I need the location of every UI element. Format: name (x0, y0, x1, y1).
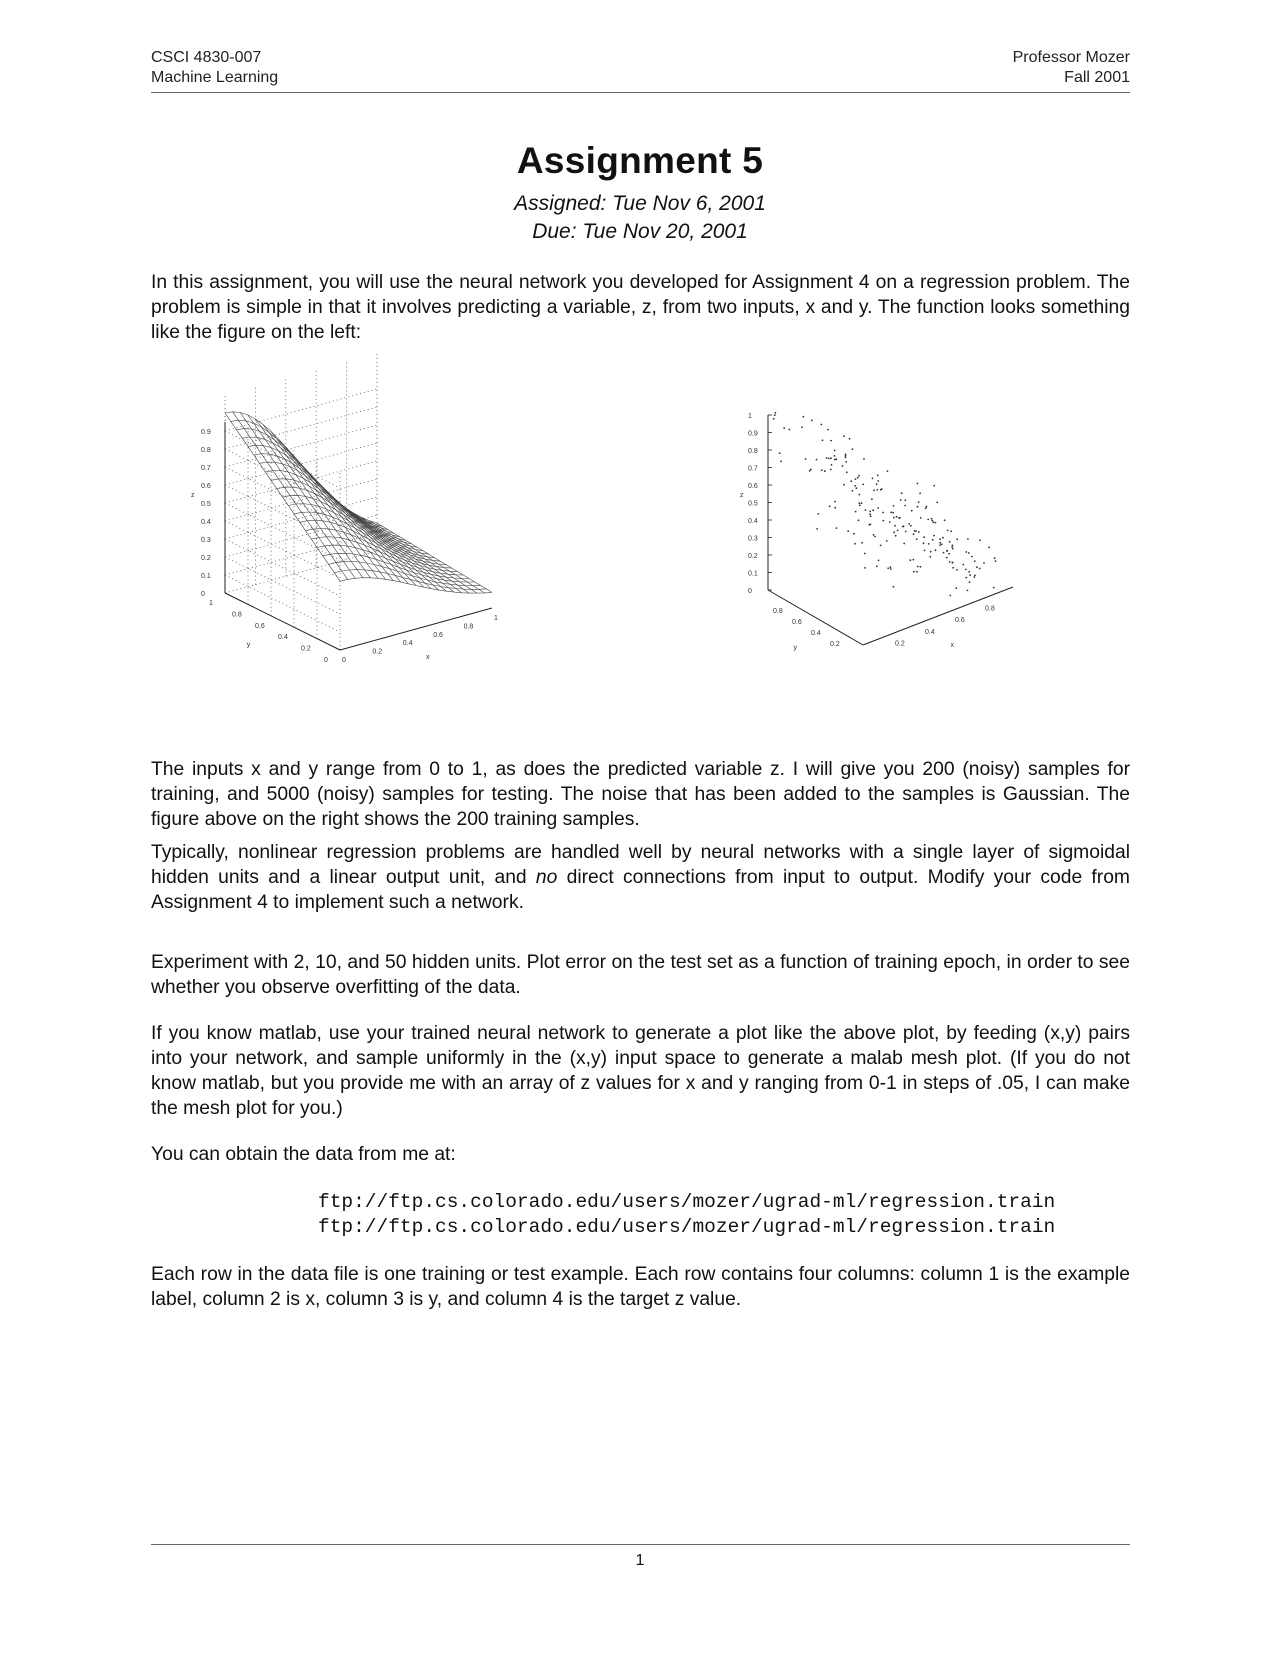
surface-x-label: x (426, 654, 430, 661)
scatter-point (889, 521, 891, 523)
surface-mesh-line (231, 420, 383, 526)
scatter-point (820, 424, 822, 426)
surface-y-axis (225, 593, 340, 650)
scatter-point (927, 519, 929, 521)
scatter-point (979, 568, 981, 570)
scatter-point (816, 459, 818, 461)
scatter-point (949, 561, 951, 563)
surface-y-tick-label: 0.6 (255, 622, 265, 630)
scatter-point (946, 550, 948, 552)
scatter-point (871, 498, 873, 500)
scatter-point (830, 440, 832, 442)
scatter-point (947, 530, 949, 532)
scatter-point (939, 542, 941, 544)
scatter-point (869, 511, 871, 513)
scatter-z-tick-label: 0.3 (748, 535, 758, 543)
scatter-point (877, 474, 879, 476)
scatter-y-label: y (793, 644, 797, 652)
scatter-point (994, 557, 996, 559)
surface-z-tick-label: 0.6 (201, 483, 211, 490)
scatter-y-tick-label: 0.2 (830, 641, 840, 648)
scatter-point (929, 556, 931, 558)
scatter-x-axis (863, 587, 1013, 648)
scatter-point (876, 566, 878, 568)
scatter-y-tick-label: 0.8 (773, 608, 783, 615)
scatter-point (892, 512, 894, 514)
scatter-point (931, 520, 933, 522)
scatter-point (827, 429, 829, 431)
scatter-point (923, 536, 925, 538)
scatter-point (859, 504, 861, 506)
scatter-point (965, 577, 967, 579)
scatter-point (905, 531, 907, 533)
scatter-point (857, 477, 859, 479)
scatter-point (969, 574, 971, 576)
scatter-z-tick-label: 1 (748, 413, 752, 420)
scatter-plot (740, 413, 1070, 702)
scatter-point (780, 460, 782, 462)
scatter-point (882, 512, 884, 514)
scatter-point (873, 489, 875, 491)
scatter-point (967, 538, 969, 540)
surface-z-tick-label: 0.1 (201, 573, 211, 580)
scatter-point (847, 530, 849, 532)
scatter-point (881, 488, 883, 490)
scatter-point (974, 575, 976, 577)
scatter-point (944, 519, 946, 521)
surface-gridline-xz (225, 389, 377, 431)
surface-x-tick-label: 0.8 (463, 623, 474, 631)
scatter-point (831, 464, 833, 466)
scatter-point (896, 516, 898, 518)
surface-plot (191, 378, 530, 698)
scatter-point (898, 517, 900, 519)
instructor: Professor Mozer (1012, 49, 1130, 66)
obtain-paragraph: You can obtain the data from me at: (151, 1144, 456, 1165)
scatter-point (850, 480, 852, 482)
scatter-point (941, 543, 943, 545)
scatter-point (924, 550, 926, 552)
scatter-point (816, 528, 818, 530)
inputs-paragraph: The inputs x and y range from 0 to 1, as does the predicted variable z. I will give you 200 (noisy) samples for training, and 5000 (noisy) samples for testing. The noise that has been added to the samples is Gaussian. The figure above on the right shows the 200 training samples. (151, 759, 1130, 830)
scatter-point (858, 502, 860, 504)
train-url-2[interactable]: ftp://ftp.cs.colorado.edu/users/mozer/ugrad-ml/regression.train (318, 1216, 1056, 1238)
surface-x-tick-label: 1 (494, 615, 498, 622)
scatter-point (917, 506, 919, 508)
scatter-point (973, 576, 975, 578)
scatter-point (861, 542, 863, 544)
scatter-point (909, 559, 911, 561)
surface-y-label: y (246, 641, 251, 649)
scatter-point (918, 531, 920, 533)
scatter-point (809, 470, 811, 472)
scatter-point (949, 595, 951, 597)
surface-z-label: z (191, 492, 195, 499)
scatter-point (932, 521, 934, 523)
scatter-point (979, 539, 981, 541)
scatter-point (810, 469, 812, 471)
scatter-point (817, 513, 819, 515)
regression-text-after: direct connections from input to output. Modify your code from Assignment 4 to implement such a network. (151, 867, 1130, 913)
scatter-z-tick-label: 0.4 (748, 518, 758, 525)
scatter-point (876, 489, 878, 491)
scatter-point (852, 490, 854, 492)
scatter-point (877, 507, 879, 509)
scatter-point (939, 538, 941, 540)
scatter-point (834, 507, 836, 509)
scatter-point (876, 483, 878, 485)
scatter-point (834, 459, 836, 461)
scatter-point (952, 567, 954, 569)
scatter-point (829, 505, 831, 507)
due-date: Due: Tue Nov 20, 2001 (532, 220, 748, 243)
data-urls (318, 1190, 1055, 1240)
scatter-point (933, 485, 935, 487)
scatter-point (873, 534, 875, 536)
scatter-y-tick-label: 0.6 (792, 619, 802, 626)
surface-gridline-yz (225, 557, 340, 614)
term: Fall 2001 (1064, 69, 1130, 86)
scatter-point (773, 418, 775, 420)
scatter-point (962, 564, 964, 566)
scatter-point (858, 494, 860, 496)
scatter-point (774, 414, 776, 416)
scatter-z-tick-label: 0.2 (748, 553, 758, 560)
scatter-point (878, 560, 880, 562)
scatter-point (882, 520, 884, 522)
scatter-point (942, 537, 944, 539)
page-number: 1 (635, 1552, 645, 1569)
scatter-point (910, 525, 912, 527)
surface-z-tick-label: 0.5 (201, 501, 211, 508)
scatter-point (858, 475, 860, 477)
scatter-z-tick-label: 0.1 (748, 570, 758, 578)
scatter-point (965, 569, 967, 571)
scatter-point (854, 543, 856, 545)
scatter-point (948, 553, 950, 555)
scatter-point (995, 560, 997, 562)
scatter-point (855, 478, 857, 480)
header-left (151, 48, 278, 88)
scatter-point (846, 471, 848, 473)
scatter-point (897, 530, 899, 532)
scatter-point (900, 499, 902, 501)
surface-x-tick-label: 0 (342, 657, 346, 664)
scatter-point (824, 470, 826, 472)
scatter-point (834, 450, 836, 452)
scatter-point (933, 535, 935, 537)
scatter-point (853, 533, 855, 535)
scatter-point (950, 530, 952, 532)
scatter-point (928, 543, 930, 545)
scatter-point (943, 552, 945, 554)
surface-x-tick-label: 0.2 (372, 648, 383, 656)
scatter-point (920, 566, 922, 568)
scatter-x-tick-label: 0.2 (895, 640, 905, 648)
surface-gridline-yz (225, 431, 340, 488)
scatter-point (914, 530, 916, 532)
scatter-point (877, 480, 879, 482)
scatter-point (861, 502, 863, 504)
scatter-point (955, 587, 957, 589)
scatter-point (856, 487, 858, 489)
scatter-point (969, 581, 971, 583)
scatter-point (917, 566, 919, 568)
scatter-point (919, 492, 921, 494)
scatter-point (904, 499, 906, 501)
experiment-paragraph: Experiment with 2, 10, and 50 hidden units. Plot error on the test set as a function of training epoch, in order to see whether you observe overfitting of the data. (151, 952, 1130, 998)
scatter-point (974, 560, 976, 562)
scatter-point (887, 567, 889, 569)
surface-gridline-yz (225, 539, 340, 596)
surface-z-tick-label: 0.7 (201, 465, 211, 472)
scatter-point (918, 501, 920, 503)
scatter-point (783, 427, 785, 429)
scatter-point (836, 527, 838, 529)
scatter-point (908, 523, 910, 525)
surface-mesh-line (369, 521, 484, 593)
scatter-point (779, 452, 781, 454)
scatter-point (788, 429, 790, 431)
scatter-point (956, 569, 958, 571)
scatter-point (895, 535, 897, 537)
scatter-point (834, 455, 836, 457)
scatter-point (863, 458, 865, 460)
scatter-point (842, 465, 844, 467)
course-code: CSCI 4830-007 (151, 49, 262, 66)
scatter-point (869, 513, 871, 515)
scatter-point (916, 571, 918, 573)
scatter-point (870, 523, 872, 525)
scatter-point (828, 458, 830, 460)
scatter-point (874, 536, 876, 538)
scatter-point (803, 416, 805, 418)
scatter-x-tick-label: 0.4 (925, 628, 935, 636)
surface-y-tick-label: 0.8 (232, 611, 242, 619)
scatter-point (811, 420, 813, 422)
scatter-point (894, 525, 896, 527)
header-divider (151, 92, 1130, 93)
scatter-point (843, 435, 845, 437)
scatter-point (826, 457, 828, 459)
scatter-point (887, 470, 889, 472)
scatter-point (952, 548, 954, 550)
scatter-point (805, 458, 807, 460)
scatter-point (893, 517, 895, 519)
scatter-z-tick-label: 0.8 (748, 448, 758, 455)
scatter-point (822, 439, 824, 441)
scatter-point (930, 551, 932, 553)
scatter-point (993, 587, 995, 589)
scatter-point (931, 518, 933, 520)
scatter-y-tick-label: 0.4 (811, 630, 821, 637)
scatter-point (864, 567, 866, 569)
scatter-point (872, 478, 874, 480)
surface-gridline-yz (225, 467, 340, 524)
scatter-point (834, 501, 836, 503)
scatter-point (968, 552, 970, 554)
scatter-point (971, 556, 973, 558)
format-paragraph: Each row in the data file is one training or test example. Each row contains four columns: column 1 is the example label, column 2 is x, column 3 is y, and column 4 is the target z value. (151, 1264, 1130, 1310)
scatter-point (858, 519, 860, 521)
scatter-point (893, 531, 895, 533)
scatter-z-label: z (740, 491, 744, 499)
surface-z-tick-label: 0.8 (201, 447, 211, 454)
scatter-point (946, 557, 948, 559)
scatter-point (935, 522, 937, 524)
scatter-point (830, 469, 832, 471)
scatter-z-tick-label: 0.6 (748, 483, 758, 490)
scatter-point (870, 515, 872, 517)
surface-gridline-yz (225, 521, 340, 578)
scatter-point (872, 509, 874, 511)
scatter-point (952, 562, 954, 564)
scatter-point (935, 549, 937, 551)
scatter-point (956, 538, 958, 540)
scatter-point (976, 566, 978, 568)
scatter-point (920, 517, 922, 519)
scatter-point (893, 586, 895, 588)
scatter-point (902, 526, 904, 528)
surface-y-tick-label: 0.4 (278, 634, 288, 642)
scatter-point (893, 505, 895, 507)
surface-gridline-yz (225, 575, 340, 632)
scatter-point (988, 547, 990, 549)
surface-z-tick-label: 0.9 (201, 429, 211, 436)
scatter-point (845, 454, 847, 456)
scatter-point (855, 511, 857, 513)
surface-y-tick-label: 1 (209, 600, 213, 607)
scatter-point (939, 544, 941, 546)
regression-text-before: Typically, nonlinear regression problems are handled well by neural networks with a single layer of sigmoidal hidden units and a linear output unit, and (151, 842, 1130, 888)
scatter-point (903, 543, 905, 545)
scatter-point (862, 484, 864, 486)
scatter-point (845, 461, 847, 463)
scatter-point (801, 426, 803, 428)
regression-emphasis: no (535, 867, 558, 888)
regression-paragraph (151, 840, 1130, 915)
scatter-point (913, 533, 915, 535)
surface-z-tick-label: 0.3 (201, 537, 211, 544)
scatter-point (830, 457, 832, 459)
scatter-z-tick-label: 0 (748, 588, 752, 595)
scatter-point (936, 502, 938, 504)
train-url-1[interactable]: ftp://ftp.cs.colorado.edu/users/mozer/ugrad-ml/regression.train (318, 1191, 1056, 1213)
scatter-point (949, 541, 951, 543)
scatter-z-tick-label: 0.5 (748, 500, 758, 508)
scatter-point (854, 485, 856, 487)
scatter-point (864, 553, 866, 555)
surface-z-tick-label: 0 (201, 591, 205, 598)
surface-z-tick-label: 0.2 (201, 555, 211, 562)
surface-x-tick-label: 0.4 (402, 640, 413, 648)
surface-y-tick-label: 0.2 (301, 645, 311, 653)
assigned-date: Assigned: Tue Nov 6, 2001 (514, 192, 766, 215)
scatter-point (967, 590, 969, 592)
scatter-point (917, 483, 919, 485)
scatter-point (926, 506, 928, 508)
scatter-point (923, 542, 925, 544)
scatter-point (890, 568, 892, 570)
matlab-paragraph: If you know matlab, use your trained neural network to generate a plot like the above plot, by feeding (x,y) pairs into your network, and sample uniformly in the (x,y) input space to generate a malab mesh plot. (If you do not know matlab, but you provide me with an array of z values for x and y ranging from 0-1 in steps of .05, I can make the mesh plot for you.) (151, 1023, 1130, 1119)
scatter-point (912, 559, 914, 561)
scatter-point (968, 571, 970, 573)
scatter-point (775, 412, 777, 414)
scatter-z-tick-label: 0.9 (748, 430, 758, 438)
scatter-point (849, 438, 851, 440)
surface-x-tick-label: 0.6 (433, 631, 443, 639)
scatter-point (890, 511, 892, 513)
scatter-point (932, 539, 934, 541)
scatter-point (951, 546, 953, 548)
scatter-point (901, 492, 903, 494)
scatter-point (890, 566, 892, 568)
scatter-point (880, 545, 882, 547)
intro-paragraph: In this assignment, you will use the neural network you developed for Assignment 4 on a regression problem. The problem is simple in that it involves predicting a variable, z, from two inputs, x and y. The function looks something like the figure on the left: (151, 272, 1130, 343)
course-name: Machine Learning (151, 69, 279, 86)
surface-z-tick-label: 0.4 (201, 519, 211, 526)
scatter-point (904, 505, 906, 507)
scatter-point (843, 484, 845, 486)
scatter-point (821, 469, 823, 471)
surface-y-tick-label: 0 (324, 657, 328, 664)
scatter-point (916, 538, 918, 540)
header-right (1013, 48, 1130, 88)
footer-divider (151, 1544, 1130, 1545)
scatter-x-tick-label: 0.8 (985, 605, 995, 613)
page-title: Assignment 5 (516, 140, 764, 181)
scatter-x-tick-label: 0.6 (955, 617, 965, 625)
scatter-point (983, 562, 985, 564)
scatter-point (965, 551, 967, 553)
scatter-point (911, 510, 913, 512)
scatter-point (886, 540, 888, 542)
scatter-point (852, 448, 854, 450)
scatter-point (865, 509, 867, 511)
scatter-point (913, 571, 915, 573)
scatter-point (925, 507, 927, 509)
scatter-z-tick-label: 0.7 (748, 465, 758, 473)
scatter-x-label: x (950, 642, 954, 650)
